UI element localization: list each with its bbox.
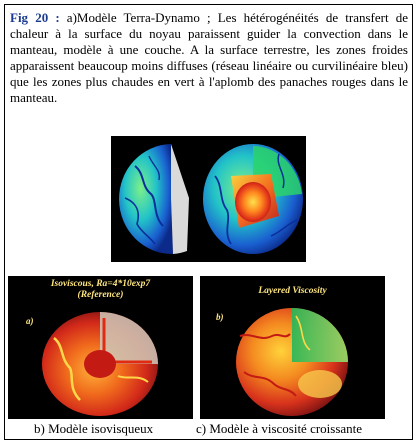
layered-panel-letter: b): [216, 312, 224, 322]
isoviscous-panel-letter: a): [26, 316, 34, 326]
figure-caption: [10, 10, 408, 106]
terra-dynamo-image: [111, 136, 306, 262]
isoviscous-subtitle: (Reference): [77, 290, 124, 300]
layered-viscosity-subcaption: c) Modèle à viscosité croissante: [196, 421, 363, 436]
layered-viscosity-image: [200, 276, 385, 419]
isoviscous-subcaption: b) Modèle isovisqueux: [34, 421, 154, 436]
isoviscous-sphere: [8, 276, 193, 419]
layered-viscosity-sphere: [200, 276, 385, 419]
figure-label: Fig 20 :: [10, 10, 60, 25]
isoviscous-title: Isoviscous, Ra=4*10exp7: [50, 279, 151, 289]
right-sphere: [203, 144, 303, 254]
terra-dynamo-spheres: [111, 136, 306, 262]
figure-caption-text: a)Modèle Terra-Dynamo ; Les hétérogénéités de transfert de chaleur à la surface du noyau paraissent guider la convection dans le manteau, modèle à une couche. A la surface terrestre, les zones froides apparaissent beaucoup moins diffuses (réseau linéaire ou curvilinéaire bleu) que les zones plus chaudes en vert à l'aplomb des panaches rouges dans le manteau.: [10, 10, 408, 105]
layered-viscosity-title: Layered Viscosity: [258, 286, 327, 296]
left-sphere: [119, 144, 189, 254]
isoviscous-model-image: [8, 276, 193, 419]
